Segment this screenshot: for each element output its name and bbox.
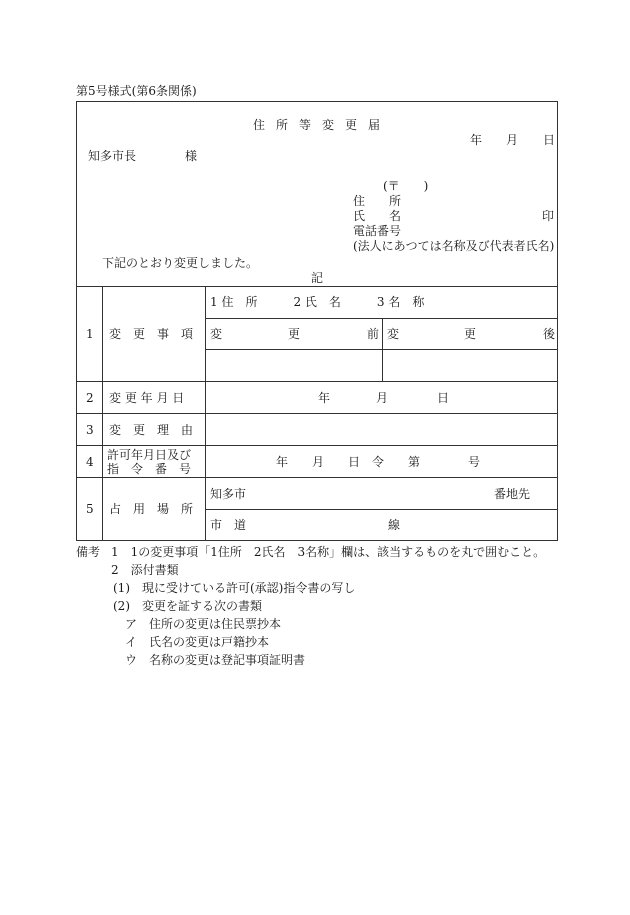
address-label: 住 所 <box>353 194 402 208</box>
location-road: 市 道 <box>210 518 247 532</box>
row-label: 変 更 理 由 <box>109 423 194 437</box>
row-label-line1: 許可年月日及び <box>107 448 192 462</box>
form-number: 第5号様式(第6条関係) <box>76 84 197 98</box>
date-month: 月 <box>506 133 519 147</box>
location-city: 知多市 <box>210 487 247 501</box>
postal-code: (〒 ) <box>383 179 429 193</box>
cell-divider <box>205 509 558 510</box>
row-label-line2: 指 令 番 号 <box>107 462 192 476</box>
note-subsubitem: イ 氏名の変更は戸籍抄本 <box>125 635 270 649</box>
title-char: 届 <box>368 118 381 132</box>
ki-mark: 記 <box>311 271 324 285</box>
addressee-honorific: 様 <box>185 149 198 163</box>
before-header-left: 変 <box>210 327 223 341</box>
permit-date-number: 年 月 日 令 第 号 <box>276 455 481 469</box>
name-label: 氏 名 <box>353 209 402 223</box>
change-reason-field[interactable] <box>206 414 557 444</box>
title-char: 変 <box>322 118 335 132</box>
intro-text: 下記のとおり変更しました。 <box>102 256 259 270</box>
row-label: 変 更 年 月 日 <box>109 391 185 405</box>
row-label: 占 用 場 所 <box>109 502 194 516</box>
row-divider <box>76 286 558 287</box>
note-subsubitem: ウ 名称の変更は登記事項証明書 <box>125 653 306 667</box>
after-header-right: 後 <box>543 327 556 341</box>
row-number: 5 <box>86 502 94 516</box>
seal-mark: 印 <box>542 209 555 223</box>
note-subsubitem: ア 住所の変更は住民票抄本 <box>125 617 282 631</box>
note-subitem: (1) 現に受けている許可(承認)指令書の写し <box>113 581 356 595</box>
addressee: 知多市長 <box>88 149 137 163</box>
change-date-day: 日 <box>437 391 450 405</box>
row-number: 1 <box>86 327 94 341</box>
note-subitem: (2) 変更を証する次の書類 <box>113 599 262 613</box>
before-value-field[interactable] <box>206 350 381 380</box>
location-banchi: 番地先 <box>494 487 531 501</box>
column-divider <box>102 286 103 541</box>
note-item: 1 1の変更事項「1住所 2氏名 3名称」欄は、該当するものを丸で囲むこと。 <box>111 545 546 559</box>
phone-label: 電話番号 <box>353 224 402 238</box>
title-char: 更 <box>345 118 358 132</box>
row-divider <box>76 381 558 382</box>
corporation-note: (法人にあつては名称及び代表者氏名) <box>353 239 555 253</box>
before-header-mid: 更 <box>288 327 301 341</box>
note-item: 2 添付書類 <box>111 563 179 577</box>
date-day: 日 <box>543 133 556 147</box>
row-number: 2 <box>86 391 94 405</box>
title-char: 等 <box>299 118 312 132</box>
row-divider <box>76 477 558 478</box>
row-number: 3 <box>86 423 94 437</box>
row-number: 4 <box>86 455 94 469</box>
notes-heading: 備考 <box>76 545 101 559</box>
change-date-month: 月 <box>376 391 389 405</box>
after-header-mid: 更 <box>464 327 477 341</box>
change-options: 1 住 所 2 氏 名 3 名 称 <box>210 295 425 309</box>
row-label: 変 更 事 項 <box>109 327 194 341</box>
before-header-right: 前 <box>367 327 380 341</box>
after-header-left: 変 <box>387 327 400 341</box>
date-year: 年 <box>470 133 483 147</box>
change-date-year: 年 <box>318 391 331 405</box>
after-value-field[interactable] <box>383 350 557 380</box>
row-divider <box>76 445 558 446</box>
title-char: 所 <box>276 118 289 132</box>
title-char: 住 <box>253 118 266 132</box>
location-line: 線 <box>388 518 401 532</box>
